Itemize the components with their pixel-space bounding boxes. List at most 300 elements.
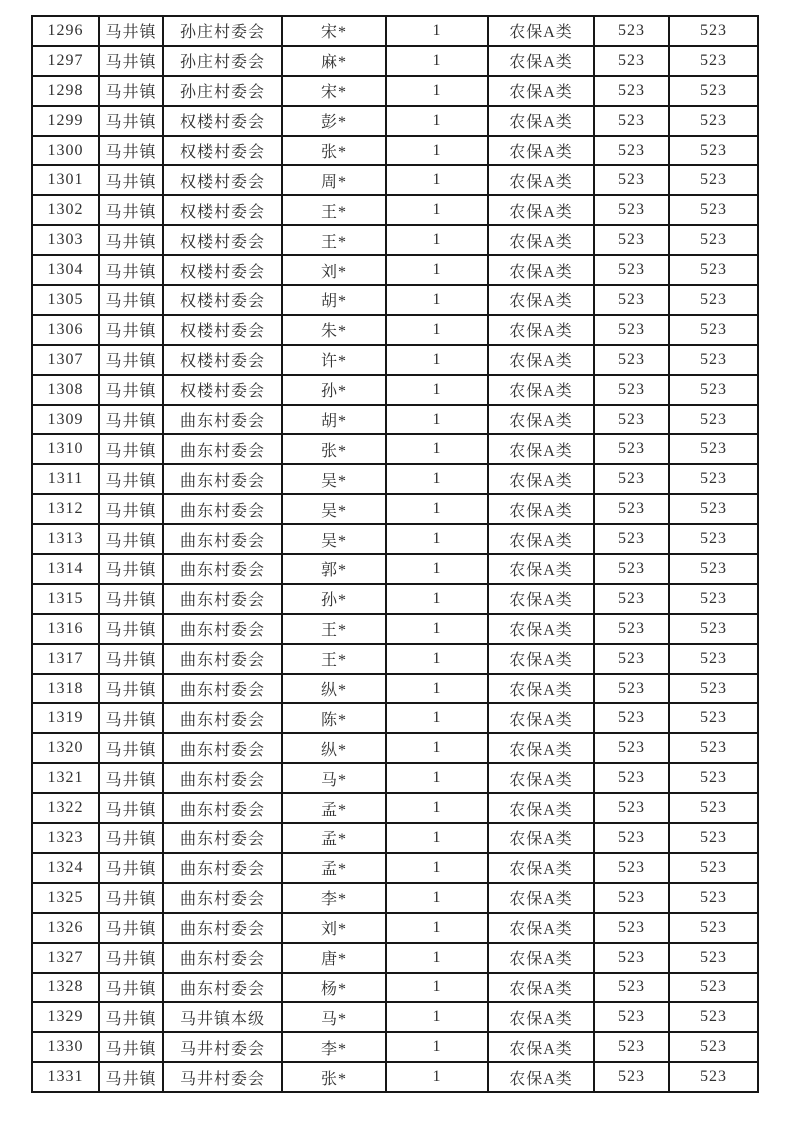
cell-masked-name: 张* bbox=[282, 136, 386, 166]
cell-amount-b: 523 bbox=[669, 584, 758, 614]
cell-row-number: 1311 bbox=[32, 464, 99, 494]
cell-village-committee: 曲东村委会 bbox=[163, 883, 282, 913]
table-row bbox=[32, 285, 758, 315]
cell-village-committee: 曲东村委会 bbox=[163, 973, 282, 1003]
cell-amount-a: 523 bbox=[594, 853, 669, 883]
cell-amount-a: 523 bbox=[594, 16, 669, 46]
cell-amount-b: 523 bbox=[669, 225, 758, 255]
cell-row-number: 1301 bbox=[32, 165, 99, 195]
cell-village-committee: 曲东村委会 bbox=[163, 793, 282, 823]
cell-insurance-category: 农保A类 bbox=[488, 853, 594, 883]
cell-amount-a: 523 bbox=[594, 315, 669, 345]
cell-village-committee: 曲东村委会 bbox=[163, 405, 282, 435]
table-row bbox=[32, 793, 758, 823]
cell-count: 1 bbox=[386, 255, 488, 285]
cell-row-number: 1314 bbox=[32, 554, 99, 584]
cell-amount-b: 523 bbox=[669, 405, 758, 435]
table-row bbox=[32, 464, 758, 494]
cell-insurance-category: 农保A类 bbox=[488, 763, 594, 793]
cell-masked-name: 宋* bbox=[282, 16, 386, 46]
cell-insurance-category: 农保A类 bbox=[488, 703, 594, 733]
cell-amount-a: 523 bbox=[594, 823, 669, 853]
cell-masked-name: 吴* bbox=[282, 494, 386, 524]
cell-count: 1 bbox=[386, 405, 488, 435]
cell-count: 1 bbox=[386, 644, 488, 674]
cell-row-number: 1299 bbox=[32, 106, 99, 136]
cell-village-committee: 曲东村委会 bbox=[163, 494, 282, 524]
cell-town: 马井镇 bbox=[99, 136, 163, 166]
cell-masked-name: 彭* bbox=[282, 106, 386, 136]
cell-row-number: 1303 bbox=[32, 225, 99, 255]
cell-count: 1 bbox=[386, 285, 488, 315]
cell-amount-b: 523 bbox=[669, 464, 758, 494]
cell-count: 1 bbox=[386, 225, 488, 255]
cell-town: 马井镇 bbox=[99, 584, 163, 614]
cell-masked-name: 朱* bbox=[282, 315, 386, 345]
cell-count: 1 bbox=[386, 943, 488, 973]
cell-town: 马井镇 bbox=[99, 644, 163, 674]
cell-count: 1 bbox=[386, 1002, 488, 1032]
cell-town: 马井镇 bbox=[99, 464, 163, 494]
cell-amount-b: 523 bbox=[669, 913, 758, 943]
cell-village-committee: 曲东村委会 bbox=[163, 823, 282, 853]
table-row bbox=[32, 763, 758, 793]
cell-row-number: 1327 bbox=[32, 943, 99, 973]
cell-insurance-category: 农保A类 bbox=[488, 76, 594, 106]
cell-amount-a: 523 bbox=[594, 1002, 669, 1032]
cell-town: 马井镇 bbox=[99, 793, 163, 823]
table-row bbox=[32, 913, 758, 943]
cell-count: 1 bbox=[386, 883, 488, 913]
cell-masked-name: 陈* bbox=[282, 703, 386, 733]
cell-amount-b: 523 bbox=[669, 823, 758, 853]
cell-row-number: 1329 bbox=[32, 1002, 99, 1032]
cell-village-committee: 孙庄村委会 bbox=[163, 16, 282, 46]
cell-insurance-category: 农保A类 bbox=[488, 16, 594, 46]
table-row bbox=[32, 434, 758, 464]
cell-masked-name: 张* bbox=[282, 1062, 386, 1092]
cell-village-committee: 马井村委会 bbox=[163, 1062, 282, 1092]
cell-row-number: 1302 bbox=[32, 195, 99, 225]
cell-amount-a: 523 bbox=[594, 225, 669, 255]
cell-village-committee: 权楼村委会 bbox=[163, 375, 282, 405]
cell-village-committee: 曲东村委会 bbox=[163, 554, 282, 584]
cell-masked-name: 王* bbox=[282, 195, 386, 225]
cell-masked-name: 李* bbox=[282, 1032, 386, 1062]
cell-row-number: 1307 bbox=[32, 345, 99, 375]
cell-village-committee: 曲东村委会 bbox=[163, 733, 282, 763]
table-row bbox=[32, 106, 758, 136]
cell-village-committee: 曲东村委会 bbox=[163, 584, 282, 614]
cell-amount-a: 523 bbox=[594, 883, 669, 913]
cell-insurance-category: 农保A类 bbox=[488, 225, 594, 255]
cell-masked-name: 孟* bbox=[282, 823, 386, 853]
cell-amount-b: 523 bbox=[669, 973, 758, 1003]
cell-row-number: 1316 bbox=[32, 614, 99, 644]
cell-row-number: 1325 bbox=[32, 883, 99, 913]
table-row bbox=[32, 614, 758, 644]
cell-amount-a: 523 bbox=[594, 375, 669, 405]
cell-town: 马井镇 bbox=[99, 674, 163, 704]
cell-insurance-category: 农保A类 bbox=[488, 405, 594, 435]
cell-amount-b: 523 bbox=[669, 1002, 758, 1032]
table-row bbox=[32, 255, 758, 285]
cell-masked-name: 刘* bbox=[282, 913, 386, 943]
table-row bbox=[32, 554, 758, 584]
cell-insurance-category: 农保A类 bbox=[488, 644, 594, 674]
cell-insurance-category: 农保A类 bbox=[488, 1032, 594, 1062]
cell-count: 1 bbox=[386, 16, 488, 46]
cell-row-number: 1326 bbox=[32, 913, 99, 943]
cell-amount-b: 523 bbox=[669, 733, 758, 763]
cell-row-number: 1306 bbox=[32, 315, 99, 345]
cell-village-committee: 权楼村委会 bbox=[163, 285, 282, 315]
cell-village-committee: 权楼村委会 bbox=[163, 345, 282, 375]
cell-row-number: 1315 bbox=[32, 584, 99, 614]
cell-village-committee: 马井村委会 bbox=[163, 1032, 282, 1062]
cell-insurance-category: 农保A类 bbox=[488, 46, 594, 76]
cell-amount-b: 523 bbox=[669, 494, 758, 524]
cell-village-committee: 权楼村委会 bbox=[163, 195, 282, 225]
cell-row-number: 1331 bbox=[32, 1062, 99, 1092]
table-row bbox=[32, 165, 758, 195]
cell-village-committee: 曲东村委会 bbox=[163, 943, 282, 973]
cell-town: 马井镇 bbox=[99, 614, 163, 644]
cell-row-number: 1318 bbox=[32, 674, 99, 704]
cell-insurance-category: 农保A类 bbox=[488, 913, 594, 943]
cell-count: 1 bbox=[386, 793, 488, 823]
cell-amount-a: 523 bbox=[594, 464, 669, 494]
table-row bbox=[32, 16, 758, 46]
cell-village-committee: 马井镇本级 bbox=[163, 1002, 282, 1032]
cell-town: 马井镇 bbox=[99, 434, 163, 464]
table-row bbox=[32, 315, 758, 345]
cell-amount-b: 523 bbox=[669, 853, 758, 883]
cell-insurance-category: 农保A类 bbox=[488, 674, 594, 704]
cell-insurance-category: 农保A类 bbox=[488, 943, 594, 973]
cell-amount-b: 523 bbox=[669, 703, 758, 733]
cell-village-committee: 孙庄村委会 bbox=[163, 76, 282, 106]
insurance-roster-table bbox=[31, 15, 759, 1093]
cell-masked-name: 孙* bbox=[282, 375, 386, 405]
cell-village-committee: 孙庄村委会 bbox=[163, 46, 282, 76]
table-row bbox=[32, 733, 758, 763]
cell-amount-a: 523 bbox=[594, 76, 669, 106]
cell-insurance-category: 农保A类 bbox=[488, 106, 594, 136]
cell-amount-b: 523 bbox=[669, 76, 758, 106]
cell-village-committee: 曲东村委会 bbox=[163, 644, 282, 674]
cell-row-number: 1305 bbox=[32, 285, 99, 315]
cell-amount-a: 523 bbox=[594, 584, 669, 614]
cell-amount-b: 523 bbox=[669, 345, 758, 375]
cell-amount-b: 523 bbox=[669, 315, 758, 345]
cell-town: 马井镇 bbox=[99, 913, 163, 943]
cell-insurance-category: 农保A类 bbox=[488, 434, 594, 464]
table-row bbox=[32, 76, 758, 106]
cell-town: 马井镇 bbox=[99, 16, 163, 46]
cell-row-number: 1323 bbox=[32, 823, 99, 853]
table-row bbox=[32, 644, 758, 674]
cell-row-number: 1300 bbox=[32, 136, 99, 166]
table-row bbox=[32, 195, 758, 225]
cell-insurance-category: 农保A类 bbox=[488, 1002, 594, 1032]
cell-town: 马井镇 bbox=[99, 76, 163, 106]
cell-count: 1 bbox=[386, 136, 488, 166]
table-row bbox=[32, 973, 758, 1003]
cell-count: 1 bbox=[386, 464, 488, 494]
cell-village-committee: 权楼村委会 bbox=[163, 165, 282, 195]
cell-town: 马井镇 bbox=[99, 1062, 163, 1092]
cell-amount-a: 523 bbox=[594, 195, 669, 225]
cell-row-number: 1296 bbox=[32, 16, 99, 46]
table-row bbox=[32, 375, 758, 405]
cell-insurance-category: 农保A类 bbox=[488, 554, 594, 584]
table-row bbox=[32, 853, 758, 883]
cell-count: 1 bbox=[386, 763, 488, 793]
cell-amount-a: 523 bbox=[594, 255, 669, 285]
cell-town: 马井镇 bbox=[99, 195, 163, 225]
cell-town: 马井镇 bbox=[99, 524, 163, 554]
cell-masked-name: 李* bbox=[282, 883, 386, 913]
cell-insurance-category: 农保A类 bbox=[488, 584, 594, 614]
cell-insurance-category: 农保A类 bbox=[488, 255, 594, 285]
cell-insurance-category: 农保A类 bbox=[488, 285, 594, 315]
cell-masked-name: 张* bbox=[282, 434, 386, 464]
cell-insurance-category: 农保A类 bbox=[488, 1062, 594, 1092]
cell-masked-name: 吴* bbox=[282, 524, 386, 554]
cell-village-committee: 曲东村委会 bbox=[163, 614, 282, 644]
cell-town: 马井镇 bbox=[99, 255, 163, 285]
cell-town: 马井镇 bbox=[99, 853, 163, 883]
cell-row-number: 1317 bbox=[32, 644, 99, 674]
cell-amount-a: 523 bbox=[594, 136, 669, 166]
cell-masked-name: 刘* bbox=[282, 255, 386, 285]
cell-count: 1 bbox=[386, 823, 488, 853]
cell-amount-b: 523 bbox=[669, 434, 758, 464]
cell-amount-b: 523 bbox=[669, 165, 758, 195]
cell-count: 1 bbox=[386, 703, 488, 733]
cell-count: 1 bbox=[386, 853, 488, 883]
cell-insurance-category: 农保A类 bbox=[488, 883, 594, 913]
table-body bbox=[32, 16, 758, 1092]
cell-count: 1 bbox=[386, 913, 488, 943]
cell-masked-name: 纵* bbox=[282, 674, 386, 704]
cell-amount-a: 523 bbox=[594, 973, 669, 1003]
cell-count: 1 bbox=[386, 614, 488, 644]
cell-town: 马井镇 bbox=[99, 345, 163, 375]
cell-village-committee: 曲东村委会 bbox=[163, 913, 282, 943]
cell-town: 马井镇 bbox=[99, 225, 163, 255]
cell-amount-a: 523 bbox=[594, 644, 669, 674]
cell-amount-a: 523 bbox=[594, 674, 669, 704]
cell-count: 1 bbox=[386, 375, 488, 405]
cell-amount-a: 523 bbox=[594, 434, 669, 464]
table-row bbox=[32, 584, 758, 614]
cell-insurance-category: 农保A类 bbox=[488, 315, 594, 345]
cell-row-number: 1310 bbox=[32, 434, 99, 464]
cell-count: 1 bbox=[386, 584, 488, 614]
cell-amount-a: 523 bbox=[594, 345, 669, 375]
cell-masked-name: 孙* bbox=[282, 584, 386, 614]
cell-town: 马井镇 bbox=[99, 823, 163, 853]
cell-amount-b: 523 bbox=[669, 106, 758, 136]
cell-masked-name: 胡* bbox=[282, 285, 386, 315]
cell-insurance-category: 农保A类 bbox=[488, 614, 594, 644]
cell-amount-a: 523 bbox=[594, 703, 669, 733]
cell-count: 1 bbox=[386, 674, 488, 704]
cell-masked-name: 许* bbox=[282, 345, 386, 375]
table-row bbox=[32, 1062, 758, 1092]
cell-village-committee: 权楼村委会 bbox=[163, 225, 282, 255]
cell-town: 马井镇 bbox=[99, 703, 163, 733]
cell-count: 1 bbox=[386, 733, 488, 763]
cell-row-number: 1304 bbox=[32, 255, 99, 285]
cell-village-committee: 曲东村委会 bbox=[163, 524, 282, 554]
cell-insurance-category: 农保A类 bbox=[488, 136, 594, 166]
table-row bbox=[32, 405, 758, 435]
cell-amount-b: 523 bbox=[669, 883, 758, 913]
table-row bbox=[32, 703, 758, 733]
cell-amount-b: 523 bbox=[669, 524, 758, 554]
cell-count: 1 bbox=[386, 76, 488, 106]
cell-count: 1 bbox=[386, 434, 488, 464]
cell-insurance-category: 农保A类 bbox=[488, 823, 594, 853]
table-row bbox=[32, 943, 758, 973]
cell-insurance-category: 农保A类 bbox=[488, 524, 594, 554]
table-row bbox=[32, 674, 758, 704]
cell-masked-name: 孟* bbox=[282, 793, 386, 823]
cell-row-number: 1321 bbox=[32, 763, 99, 793]
cell-amount-a: 523 bbox=[594, 913, 669, 943]
cell-town: 马井镇 bbox=[99, 973, 163, 1003]
cell-amount-b: 523 bbox=[669, 554, 758, 584]
table-row bbox=[32, 225, 758, 255]
cell-insurance-category: 农保A类 bbox=[488, 793, 594, 823]
cell-count: 1 bbox=[386, 1062, 488, 1092]
cell-village-committee: 曲东村委会 bbox=[163, 434, 282, 464]
cell-village-committee: 曲东村委会 bbox=[163, 853, 282, 883]
cell-count: 1 bbox=[386, 46, 488, 76]
cell-amount-b: 523 bbox=[669, 1062, 758, 1092]
cell-row-number: 1309 bbox=[32, 405, 99, 435]
cell-amount-b: 523 bbox=[669, 793, 758, 823]
cell-village-committee: 曲东村委会 bbox=[163, 703, 282, 733]
cell-insurance-category: 农保A类 bbox=[488, 733, 594, 763]
cell-amount-a: 523 bbox=[594, 165, 669, 195]
cell-count: 1 bbox=[386, 494, 488, 524]
cell-row-number: 1308 bbox=[32, 375, 99, 405]
cell-town: 马井镇 bbox=[99, 733, 163, 763]
cell-masked-name: 马* bbox=[282, 1002, 386, 1032]
cell-amount-b: 523 bbox=[669, 195, 758, 225]
cell-amount-b: 523 bbox=[669, 763, 758, 793]
cell-amount-b: 523 bbox=[669, 16, 758, 46]
table-row bbox=[32, 136, 758, 166]
cell-town: 马井镇 bbox=[99, 165, 163, 195]
cell-amount-a: 523 bbox=[594, 1032, 669, 1062]
cell-masked-name: 纵* bbox=[282, 733, 386, 763]
cell-masked-name: 唐* bbox=[282, 943, 386, 973]
cell-amount-a: 523 bbox=[594, 494, 669, 524]
cell-town: 马井镇 bbox=[99, 763, 163, 793]
cell-masked-name: 吴* bbox=[282, 464, 386, 494]
cell-town: 马井镇 bbox=[99, 285, 163, 315]
cell-masked-name: 胡* bbox=[282, 405, 386, 435]
cell-village-committee: 权楼村委会 bbox=[163, 136, 282, 166]
cell-amount-b: 523 bbox=[669, 375, 758, 405]
cell-amount-b: 523 bbox=[669, 46, 758, 76]
cell-town: 马井镇 bbox=[99, 1002, 163, 1032]
cell-village-committee: 曲东村委会 bbox=[163, 674, 282, 704]
table-row bbox=[32, 883, 758, 913]
cell-insurance-category: 农保A类 bbox=[488, 195, 594, 225]
cell-masked-name: 孟* bbox=[282, 853, 386, 883]
cell-amount-a: 523 bbox=[594, 943, 669, 973]
cell-count: 1 bbox=[386, 973, 488, 1003]
cell-row-number: 1328 bbox=[32, 973, 99, 1003]
cell-count: 1 bbox=[386, 1032, 488, 1062]
cell-town: 马井镇 bbox=[99, 405, 163, 435]
table-row bbox=[32, 494, 758, 524]
cell-amount-b: 523 bbox=[669, 136, 758, 166]
cell-insurance-category: 农保A类 bbox=[488, 464, 594, 494]
cell-insurance-category: 农保A类 bbox=[488, 345, 594, 375]
cell-amount-a: 523 bbox=[594, 285, 669, 315]
cell-town: 马井镇 bbox=[99, 883, 163, 913]
cell-masked-name: 宋* bbox=[282, 76, 386, 106]
cell-count: 1 bbox=[386, 165, 488, 195]
cell-masked-name: 王* bbox=[282, 644, 386, 674]
cell-count: 1 bbox=[386, 554, 488, 584]
cell-village-committee: 权楼村委会 bbox=[163, 315, 282, 345]
cell-row-number: 1320 bbox=[32, 733, 99, 763]
table-row bbox=[32, 823, 758, 853]
cell-row-number: 1319 bbox=[32, 703, 99, 733]
cell-masked-name: 王* bbox=[282, 614, 386, 644]
cell-town: 马井镇 bbox=[99, 554, 163, 584]
cell-count: 1 bbox=[386, 195, 488, 225]
cell-town: 马井镇 bbox=[99, 494, 163, 524]
cell-masked-name: 杨* bbox=[282, 973, 386, 1003]
cell-amount-a: 523 bbox=[594, 554, 669, 584]
cell-masked-name: 马* bbox=[282, 763, 386, 793]
cell-count: 1 bbox=[386, 524, 488, 554]
cell-amount-a: 523 bbox=[594, 1062, 669, 1092]
table-row bbox=[32, 1002, 758, 1032]
cell-masked-name: 麻* bbox=[282, 46, 386, 76]
table-row bbox=[32, 1032, 758, 1062]
cell-row-number: 1330 bbox=[32, 1032, 99, 1062]
cell-amount-a: 523 bbox=[594, 614, 669, 644]
cell-town: 马井镇 bbox=[99, 943, 163, 973]
cell-insurance-category: 农保A类 bbox=[488, 973, 594, 1003]
cell-town: 马井镇 bbox=[99, 106, 163, 136]
cell-village-committee: 权楼村委会 bbox=[163, 255, 282, 285]
cell-count: 1 bbox=[386, 315, 488, 345]
cell-amount-b: 523 bbox=[669, 674, 758, 704]
cell-town: 马井镇 bbox=[99, 315, 163, 345]
cell-row-number: 1312 bbox=[32, 494, 99, 524]
cell-insurance-category: 农保A类 bbox=[488, 165, 594, 195]
cell-amount-a: 523 bbox=[594, 733, 669, 763]
cell-village-committee: 曲东村委会 bbox=[163, 763, 282, 793]
table-row bbox=[32, 46, 758, 76]
cell-town: 马井镇 bbox=[99, 375, 163, 405]
cell-village-committee: 权楼村委会 bbox=[163, 106, 282, 136]
cell-town: 马井镇 bbox=[99, 1032, 163, 1062]
cell-amount-b: 523 bbox=[669, 644, 758, 674]
cell-amount-b: 523 bbox=[669, 285, 758, 315]
